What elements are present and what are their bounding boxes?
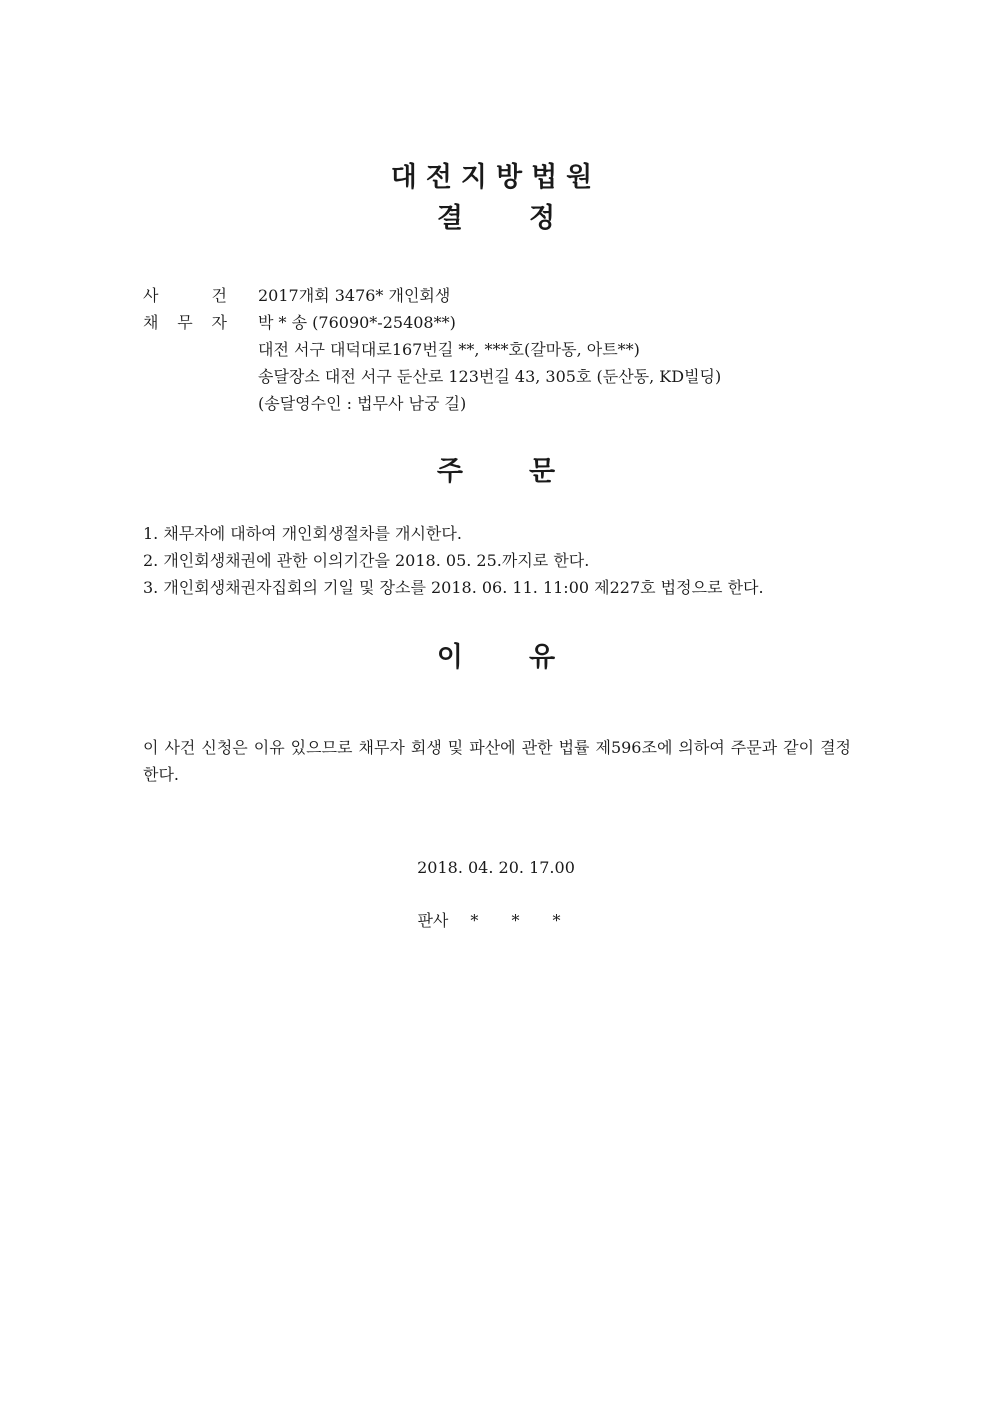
- case-row: [143, 282, 863, 309]
- delivery-address-row: [143, 363, 863, 390]
- order-list: [143, 520, 863, 601]
- debtor-row: [143, 309, 863, 336]
- document-type-char-2: 정: [529, 203, 556, 234]
- document-type-char-1: 결: [436, 203, 463, 234]
- document-type-title: [0, 201, 992, 237]
- order-item-1: 1. 채무자에 대하여 개인회생절차를 개시한다.: [143, 524, 462, 543]
- reason-section-title: 이 유: [436, 642, 556, 673]
- order-section-title: 주 문: [436, 456, 556, 487]
- case-number: 2017개회 3476* 개인회생: [258, 286, 451, 305]
- address-row: [143, 336, 863, 363]
- judge-name: * * *: [470, 911, 575, 930]
- debtor-label: 채 무 자: [143, 313, 227, 332]
- decision-date: 2018. 04. 20. 17.00: [417, 858, 575, 877]
- judge-signature: [0, 907, 992, 934]
- case-info-block: [143, 282, 863, 417]
- case-label: 사 건: [143, 286, 227, 305]
- judge-label: 판사: [417, 911, 449, 930]
- delivery-recipient-row: [143, 390, 863, 417]
- order-item-2: 2. 개인회생채권에 관한 이의기간을 2018. 05. 25.까지로 한다.: [143, 551, 590, 570]
- court-name: 대전지방법원: [390, 162, 602, 193]
- delivery-recipient: (송달영수인 : 법무사 남궁 길): [258, 394, 467, 413]
- reason-text: 이 사건 신청은 이유 있으므로 채무자 회생 및 파산에 관한 법률 제596조에 의하여 주문과 같이 결정한다.: [143, 738, 851, 784]
- delivery-address: 송달장소 대전 서구 둔산로 123번길 43, 305호 (둔산동, KD빌딩): [258, 367, 722, 386]
- debtor-name: 박 * 송 (76090*-25408**): [258, 313, 456, 332]
- order-item-3: 3. 개인회생채권자집회의 기일 및 장소를 2018. 06. 11. 11:00 제227호 법정으로 한다.: [143, 578, 764, 597]
- debtor-address: 대전 서구 대덕대로167번길 **, ***호(갈마동, 아트**): [258, 340, 640, 359]
